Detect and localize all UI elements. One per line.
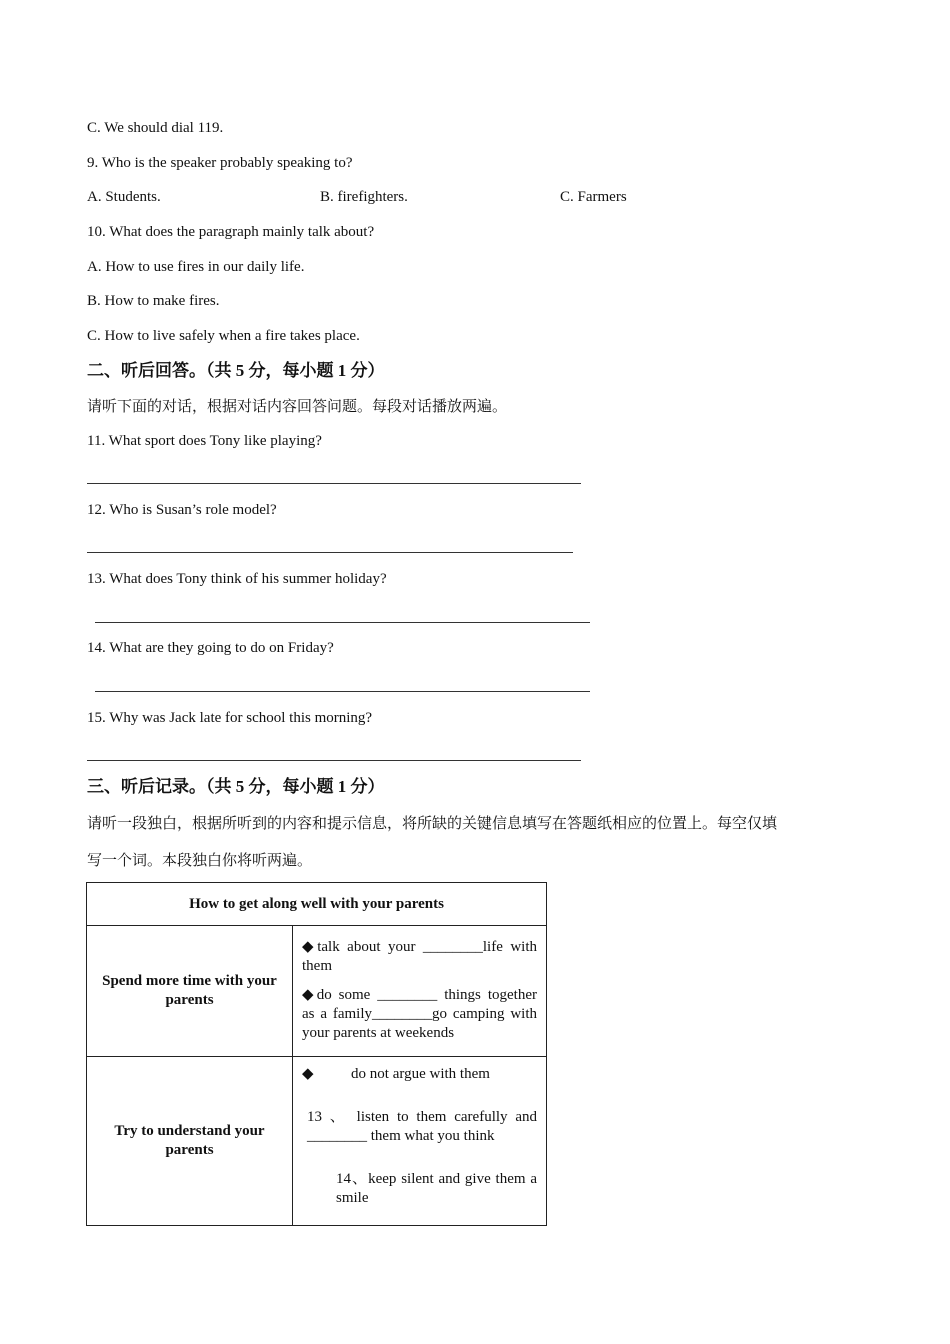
q11-question: 11. What sport does Tony like playing? (87, 433, 322, 449)
q10-question: 10. What does the paragraph mainly talk about? (87, 224, 375, 240)
row2-item-3: 14、keep silent and give them a smile (336, 1171, 537, 1206)
q15-answer-line[interactable] (87, 760, 581, 761)
q9-option-c: C. Farmers (560, 189, 627, 205)
row2-item-1: ◆ do not argue with them (302, 1066, 490, 1082)
row1-item-2: ◆do some ________ things together as a family________go camping with your parents at weekends (302, 986, 537, 1041)
q12-question: 12. Who is Susan’s role model? (87, 502, 277, 518)
q9-question: 9. Who is the speaker probably speaking to? (87, 155, 353, 171)
row2-label: Try to understand your parents (87, 1057, 293, 1226)
q10-option-c: C. How to live safely when a fire takes place. (87, 328, 360, 344)
section2-title: 二、听后回答。（共 5 分，每小题 1 分） (87, 361, 385, 380)
q13-question: 13. What does Tony think of his summer holiday? (87, 571, 387, 587)
row1-label: Spend more time with your parents (87, 926, 293, 1057)
q13-answer-line[interactable] (95, 622, 590, 623)
q11-answer-line[interactable] (87, 483, 581, 484)
row2-item-2: 13 、 listen to them carefully and ________ them what you think (307, 1109, 537, 1144)
notes-table (86, 882, 547, 1226)
row1-items (293, 926, 547, 1057)
q9-option-b: B. firefighters. (320, 189, 408, 205)
q10-option-a: A. How to use fires in our daily life. (87, 259, 305, 275)
q15-question: 15. Why was Jack late for school this morning? (87, 710, 373, 726)
section3-instruction-line2: 写一个词。本段独白你将听两遍。 (87, 853, 313, 869)
row2-items (293, 1057, 547, 1226)
q14-answer-line[interactable] (95, 691, 590, 692)
section3-title: 三、听后记录。（共 5 分，每小题 1 分） (87, 777, 385, 796)
section2-instruction: 请听下面的对话，根据对话内容回答问题。每段对话播放两遍。 (87, 399, 508, 415)
q14-question: 14. What are they going to do on Friday? (87, 640, 334, 656)
notes-table-header: How to get along well with your parents (87, 883, 547, 926)
q8-option-c: C. We should dial 119. (87, 120, 224, 136)
q9-option-a: A. Students. (87, 189, 161, 205)
row1-item-1: ◆talk about your ________life with them (302, 938, 537, 974)
section3-instruction-line1: 请听一段独白，根据所听到的内容和提示信息，将所缺的关键信息填写在答题纸相应的位置上。每空仅填 (87, 816, 778, 832)
q10-option-b: B. How to make fires. (87, 293, 220, 309)
q12-answer-line[interactable] (87, 552, 573, 553)
